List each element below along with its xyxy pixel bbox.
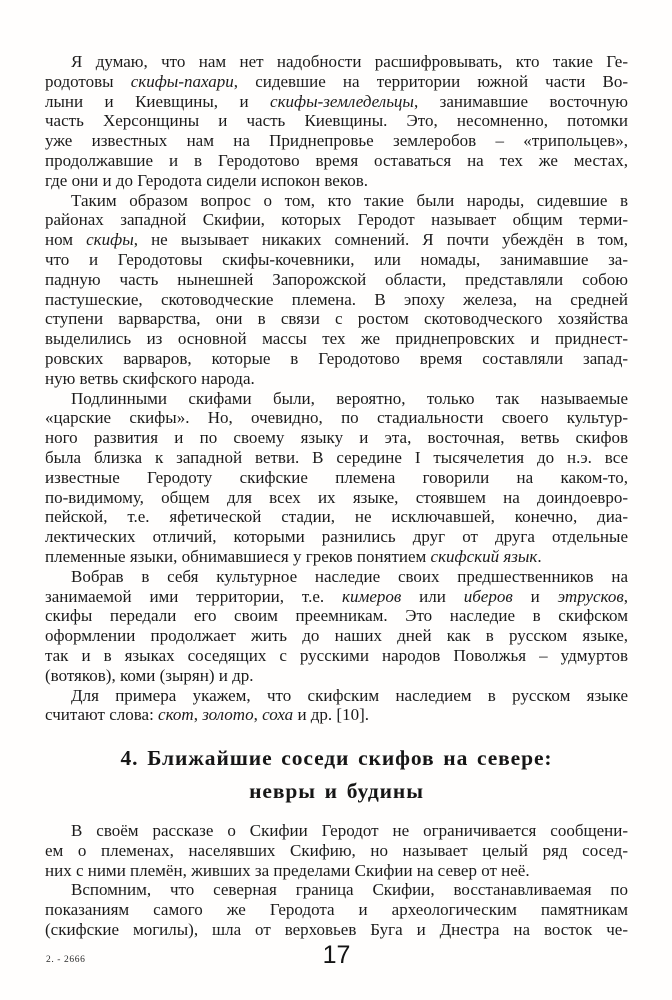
- text-segment: , сидевшие на территории южной части Во-: [233, 71, 628, 91]
- text-line: [45, 705, 628, 725]
- text-segment: ступени варварства, они в связи с ростом скотоводческого хозяйства: [45, 309, 628, 329]
- print-signature: 2. - 2666: [46, 955, 86, 965]
- paragraph: [45, 389, 628, 567]
- text-segment: показаниям самого же Геродота и археологическим памятникам: [45, 900, 628, 920]
- text-line: [45, 52, 628, 72]
- paragraph: [45, 191, 628, 389]
- text-line: [45, 389, 628, 409]
- paragraph: [45, 821, 628, 880]
- text-line: [45, 151, 628, 171]
- text-line: [45, 646, 628, 666]
- text-line: [45, 488, 628, 508]
- italic-text: соха: [262, 705, 294, 725]
- text-segment: племенные языки, обнимавшиеся у греков понятием: [45, 546, 431, 566]
- text-line: [45, 507, 628, 527]
- text-segment: уже известных нам на Приднепровье землеробов – «трипольцев»,: [45, 131, 628, 151]
- text-segment: скифы передали его своим преемникам. Это наследие в скифском: [45, 606, 628, 626]
- paragraph: [45, 567, 628, 686]
- text-segment: ного развития и по своему языку и эта, восточная, ветвь скифов: [45, 428, 628, 448]
- text-segment: пейской, т.е. яфетической стадии, не исключавшей, конечно, диа-: [45, 507, 628, 527]
- text-segment: (вотяков), коми (зырян) и др.: [45, 665, 254, 685]
- text-line: [45, 408, 628, 428]
- paragraph: [45, 880, 628, 939]
- page-text: [45, 52, 628, 940]
- text-segment: Подлинными скифами были, вероятно, только так называемые: [71, 388, 628, 408]
- text-segment: ,: [253, 705, 263, 725]
- text-segment: выделились из основной массы тех же приднепровских и приднест-: [45, 329, 628, 349]
- text-segment: лектических отличий, которыми разнились друг от друга отдельные: [45, 527, 628, 547]
- text-line: [45, 191, 628, 211]
- text-segment: падную часть нынешней Запорожской области, представляли собою: [45, 269, 628, 289]
- italic-text: скифы: [86, 230, 134, 250]
- section-heading-line: 4. Ближайшие соседи скифов на севере:: [120, 746, 553, 771]
- text-line: [45, 171, 628, 191]
- text-line: [45, 92, 628, 112]
- text-line: [45, 448, 628, 468]
- text-line: [45, 880, 628, 900]
- text-segment: Вобрав в себя культурное наследие своих предшественников на: [71, 566, 628, 586]
- text-segment: , не вызывает никаких сомнений. Я почти убеждён в том,: [133, 230, 628, 250]
- text-segment: была близка к западной ветви. В середине I тысячелетия до н.э. все: [45, 447, 628, 467]
- text-line: [45, 72, 628, 92]
- text-line: [45, 861, 628, 881]
- text-segment: известные Геродоту скифские племена говорили на каком-то,: [45, 467, 628, 487]
- italic-text: скифы-земледельцы: [270, 91, 414, 111]
- text-line: [45, 131, 628, 151]
- italic-text: золото: [202, 705, 254, 725]
- text-segment: и: [512, 586, 558, 606]
- text-segment: оформлении продолжает жить до наших дней как в русском языке,: [45, 626, 628, 646]
- italic-text: скифский язык: [430, 546, 538, 566]
- text-line: [45, 606, 628, 626]
- text-line: [45, 900, 628, 920]
- text-segment: считают слова:: [45, 705, 159, 725]
- paragraph: [45, 52, 628, 191]
- text-segment: часть Херсонщины и часть Киевщины. Это, несомненно, потомки: [45, 111, 628, 131]
- text-segment: «царские скифы». Но, очевидно, по стадиальности своего культур-: [45, 408, 628, 428]
- text-line: [45, 567, 628, 587]
- text-segment: ном: [45, 230, 87, 250]
- text-segment: продолжавшие и в Геродотово время оставаться на тех же местах,: [45, 150, 628, 170]
- section-heading: [45, 742, 628, 808]
- text-segment: Для примера укажем, что скифским наследием в русском языке: [71, 685, 628, 705]
- italic-text: иберов: [463, 586, 513, 606]
- text-segment: занимаемой ими территории, т.е.: [45, 586, 343, 606]
- text-segment: районах западной Скифии, которых Геродот называет общим терми-: [45, 210, 628, 230]
- text-line: [45, 468, 628, 488]
- text-line: [45, 626, 628, 646]
- text-segment: ную ветвь скифского народа.: [45, 368, 255, 388]
- text-segment: Я думаю, что нам нет надобности расшифровывать, кто такие Ге-: [71, 52, 628, 71]
- text-line: [45, 210, 628, 230]
- text-segment: Таким образом вопрос о том, кто такие были народы, сидевшие в: [71, 190, 628, 210]
- text-segment: В своём рассказе о Скифии Геродот не ограничивается сообщени-: [71, 821, 628, 841]
- text-segment: где они и до Геродота сидели испокон веков.: [45, 170, 369, 190]
- italic-text: скот: [158, 705, 194, 725]
- text-line: [45, 329, 628, 349]
- text-line: [45, 428, 628, 448]
- text-segment: лыни и Киевщины, и: [45, 91, 271, 111]
- text-segment: , занимавшие восточную: [413, 91, 628, 111]
- text-line: [45, 821, 628, 841]
- page-footer: [45, 940, 628, 980]
- text-line: [45, 841, 628, 861]
- text-segment: ,: [623, 586, 628, 606]
- text-line: [45, 270, 628, 290]
- text-line: [45, 250, 628, 270]
- text-line: [45, 290, 628, 310]
- text-segment: ,: [193, 705, 203, 725]
- text-segment: и др. [10].: [293, 705, 370, 725]
- text-line: [45, 686, 628, 706]
- text-line: [45, 527, 628, 547]
- page-number: 17: [322, 941, 351, 969]
- text-line: [45, 369, 628, 389]
- text-segment: или: [401, 586, 464, 606]
- text-segment: пастушеские, скотоводческие племена. В эпоху железа, на средней: [45, 289, 628, 309]
- text-segment: Вспомним, что северная граница Скифии, восстанавливаемая по: [71, 880, 628, 900]
- text-segment: (скифские могилы), шла от верховьев Буга и Днестра на восток че-: [45, 920, 628, 940]
- text-line: [45, 666, 628, 686]
- text-line: [45, 920, 628, 940]
- text-segment: .: [537, 546, 542, 566]
- text-line: [45, 230, 628, 250]
- text-segment: родотовы: [45, 71, 131, 91]
- text-line: [45, 309, 628, 329]
- italic-text: кимеров: [342, 586, 402, 606]
- paragraph: [45, 686, 628, 726]
- text-segment: ровских варваров, которые в Геродотово время составляли запад-: [45, 348, 628, 368]
- text-segment: ем о племенах, населявших Скифию, но называет целый ряд сосед-: [45, 840, 628, 860]
- section-heading-line: невры и будины: [249, 779, 424, 804]
- text-segment: что и Геродотовы скифы-кочевники, или номады, занимавшие за-: [45, 249, 628, 269]
- text-segment: так и в языках соседящих с русскими народов Поволжья – удмуртов: [45, 645, 628, 665]
- text-segment: них с ними племён, живших за пределами Скифии на север от неё.: [45, 860, 530, 880]
- text-segment: по-видимому, общем для всех их языке, стоявшем на доиндоевро-: [45, 487, 628, 507]
- text-line: [45, 547, 628, 567]
- italic-text: скифы-пахари: [130, 71, 234, 91]
- text-line: [45, 349, 628, 369]
- text-line: [45, 111, 628, 131]
- italic-text: этрусков: [557, 586, 624, 606]
- text-line: [45, 587, 628, 607]
